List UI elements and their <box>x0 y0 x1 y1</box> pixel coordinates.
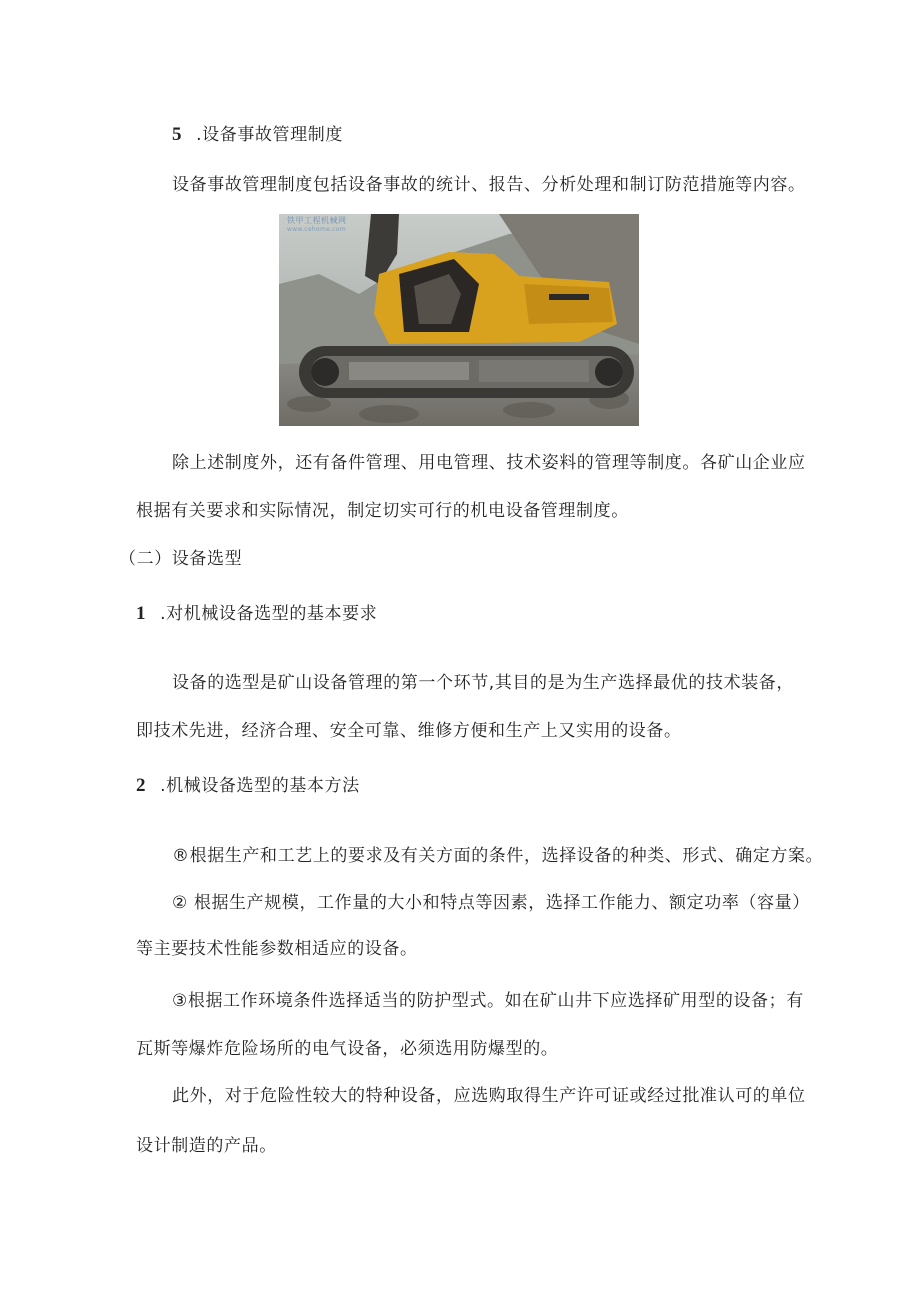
list-item: ② 根据生产规模，工作量的大小和特点等因素，选择工作能力、额定功率（容量） <box>172 893 810 913</box>
paragraph-line: 设备的选型是矿山设备管理的第一个环节,其目的是为生产选择最优的技术装备， <box>172 673 795 693</box>
list-item: ③根据工作环境条件选择适当的防护型式。如在矿山井下应选择矿用型的设备；有 <box>172 991 804 1011</box>
paragraph-line: 此外，对于危险性较大的特种设备，应选购取得生产许可证或经过批准认可的单位 <box>172 1086 806 1106</box>
section-1-heading <box>136 603 377 625</box>
paragraph: 设备事故管理制度包括设备事故的统计、报告、分析处理和制订防范措施等内容。 <box>172 175 806 195</box>
paragraph-line: 根据有关要求和实际情况，制定切实可行的机电设备管理制度。 <box>136 501 629 521</box>
section-title: .机械设备选型的基本方法 <box>160 776 360 796</box>
section-2-heading <box>136 775 360 797</box>
watermark-url: www.cehome.com <box>287 226 346 233</box>
list-item-continuation: 等主要技术性能参数相适应的设备。 <box>136 939 418 959</box>
list-item-continuation: 瓦斯等爆炸危险场所的电气设备，必须选用防爆型的。 <box>136 1039 559 1059</box>
watermark-text: 铁甲工程机械网 <box>287 216 347 225</box>
paragraph-line: 除上述制度外，还有备件管理、用电管理、技术姿料的管理等制度。各矿山企业应 <box>172 453 806 473</box>
list-item: ®根据生产和工艺上的要求及有关方面的条件，选择设备的种类、形式、确定方案。 <box>172 846 824 866</box>
section-title: .设备事故管理制度 <box>196 125 343 145</box>
section-5-heading <box>172 124 343 146</box>
chapter-heading: （二）设备选型 <box>119 549 243 569</box>
section-title: .对机械设备选型的基本要求 <box>160 604 378 624</box>
paragraph-line: 即技术先进，经济合理、安全可靠、维修方便和生产上又实用的设备。 <box>136 721 682 741</box>
damaged-excavator-photo <box>279 214 639 426</box>
excavator-photo-drawing <box>279 214 639 426</box>
section-number: 2 <box>136 775 147 796</box>
section-number: 5 <box>172 124 183 145</box>
section-number: 1 <box>136 603 147 624</box>
paragraph-line: 设计制造的产品。 <box>136 1136 277 1156</box>
